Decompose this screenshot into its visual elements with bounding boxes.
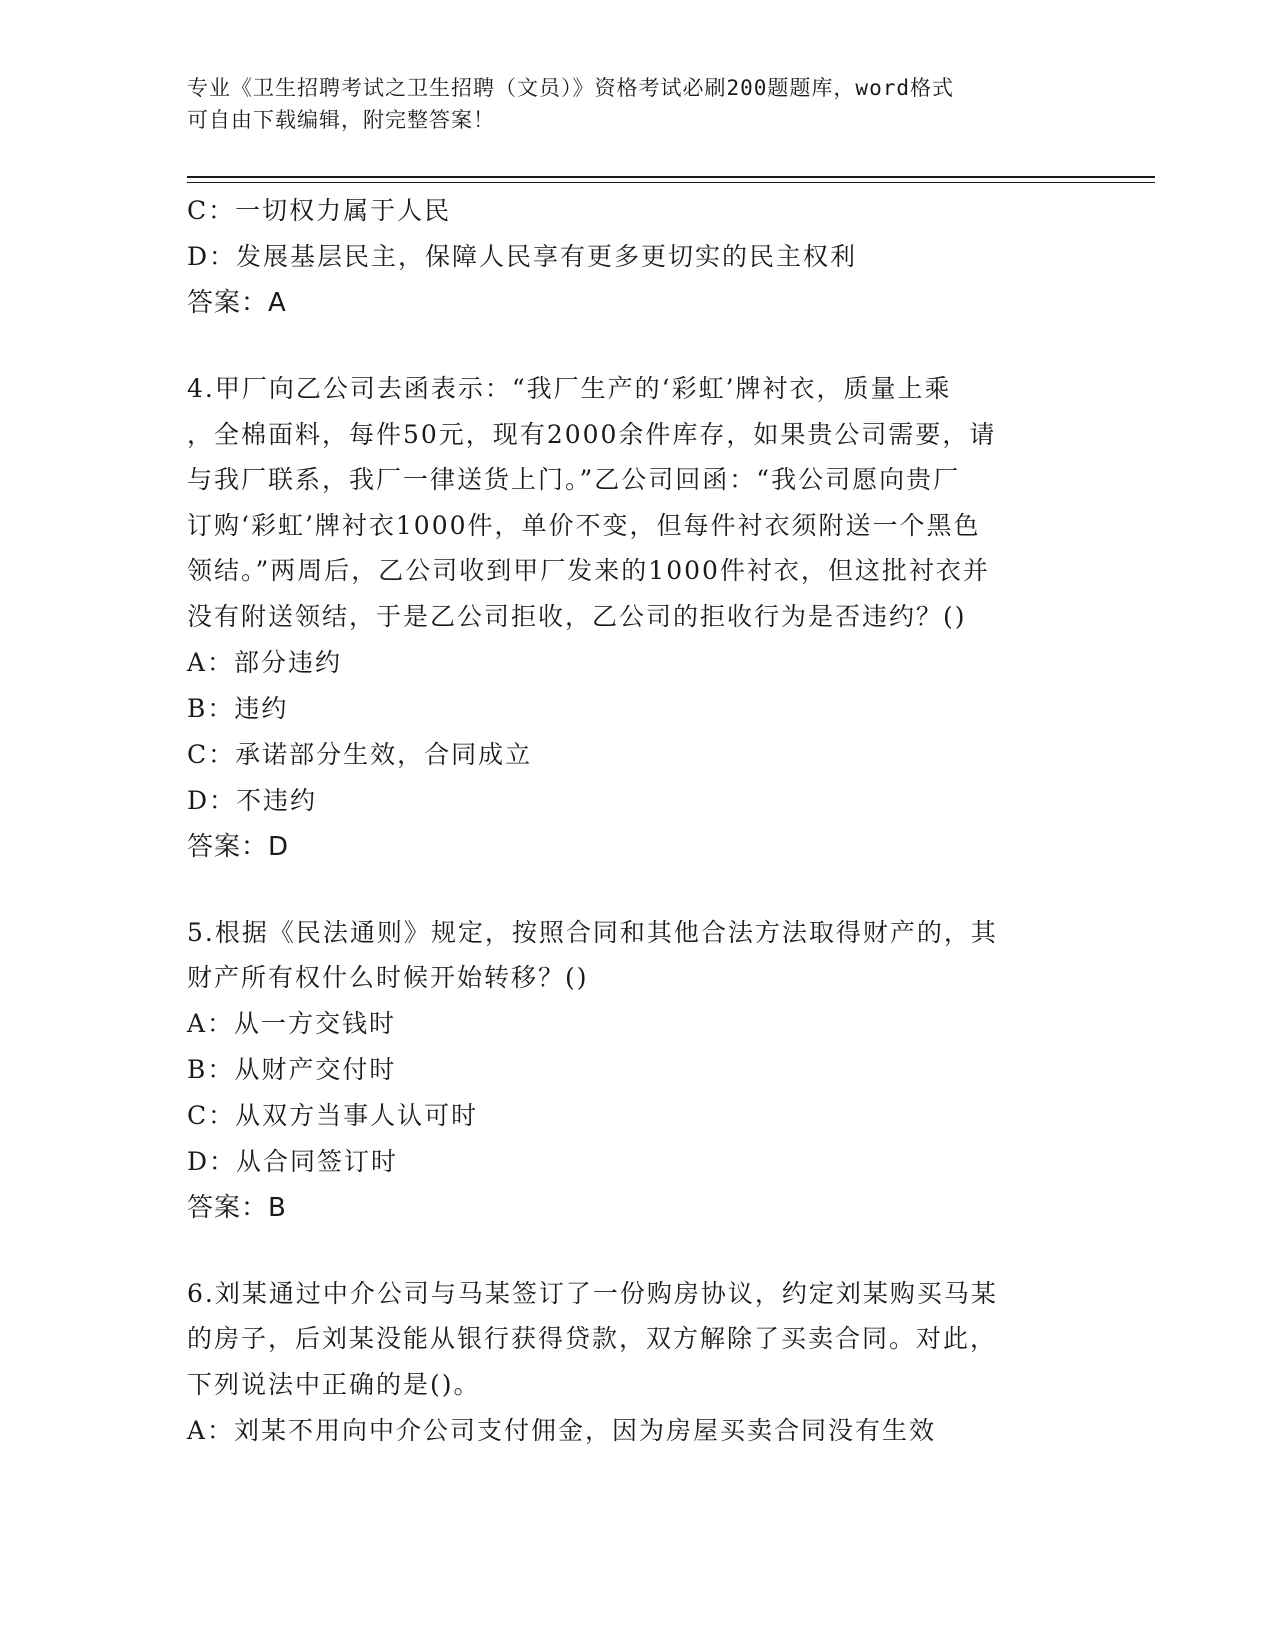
- option-b: B：违约: [187, 693, 289, 723]
- header-title-line-1: 专业《卫生招聘考试之卫生招聘（文员）》资格考试必刷200题题库，word格式: [187, 76, 954, 100]
- option-c: C：承诺部分生效，合同成立: [187, 739, 533, 769]
- question-text-line: 6.刘某通过中介公司与马某签订了一份购房协议，约定刘某购买马某: [187, 1278, 998, 1308]
- question-6: [187, 1271, 1077, 1454]
- question-text-line: 的房子，后刘某没能从银行获得贷款，双方解除了买卖合同。对此，: [187, 1324, 998, 1354]
- question-5: [187, 910, 1077, 1231]
- question-3: [187, 188, 1077, 326]
- question-text-line: 没有附送领结，于是乙公司拒收，乙公司的拒收行为是否违约？(): [187, 601, 967, 631]
- question-spacer: [187, 326, 1077, 366]
- option-c: C：一切权力属于人民: [187, 196, 452, 225]
- option-d: D：从合同签订时: [187, 1146, 399, 1176]
- question-text-line: 4.甲厂向乙公司去函表示：“我厂生产的‘彩虹’牌衬衣，质量上乘: [187, 374, 952, 403]
- option-b: B：从财产交付时: [187, 1054, 397, 1084]
- option-a: A：刘某不用向中介公司支付佣金，因为房屋买卖合同没有生效: [187, 1415, 937, 1445]
- question-text-line: 领结。”两周后，乙公司收到甲厂发来的1000件衬衣，但这批衬衣并: [187, 556, 990, 586]
- question-text-line: 下列说法中正确的是()。: [187, 1369, 481, 1399]
- question-text-line: 与我厂联系，我厂一律送货上门。”乙公司回函：“我公司愿向贵厂: [187, 465, 961, 495]
- question-text-line: 5.根据《民法通则》规定，按照合同和其他合法方法取得财产的，其: [187, 917, 998, 947]
- header-title-line-2: 可自由下载编辑，附完整答案！: [187, 108, 495, 132]
- answer-line: 答案：B: [187, 1192, 287, 1223]
- question-4: [187, 366, 1077, 870]
- option-a: A：从一方交钱时: [187, 1008, 397, 1038]
- question-text-line: ，全棉面料，每件50元，现有2000余件库存，如果贵公司需要，请: [187, 419, 997, 449]
- question-spacer: [187, 870, 1077, 910]
- option-a: A：部分违约: [187, 647, 343, 677]
- option-d: D：发展基层民主，保障人民享有更多更切实的民主权利: [187, 242, 858, 271]
- header-divider-thin: [187, 182, 1155, 183]
- question-text: [187, 1271, 1077, 1408]
- answer-line: 答案：A: [187, 288, 287, 318]
- question-list: [187, 188, 1077, 1454]
- answer-line: 答案：D: [187, 831, 290, 862]
- question-text-line: 财产所有权什么时候开始转移？(): [187, 963, 589, 993]
- header-divider-thick: [187, 176, 1155, 178]
- question-text: [187, 366, 1077, 640]
- question-text: [187, 910, 1077, 1001]
- option-c: C：从双方当事人认可时: [187, 1100, 479, 1130]
- question-text-line: 订购‘彩虹’牌衬衣1000件，单价不变，但每件衬衣须附送一个黑色: [187, 510, 981, 540]
- question-spacer: [187, 1231, 1077, 1271]
- page-header: [187, 72, 1067, 136]
- option-d: D：不违约: [187, 785, 318, 815]
